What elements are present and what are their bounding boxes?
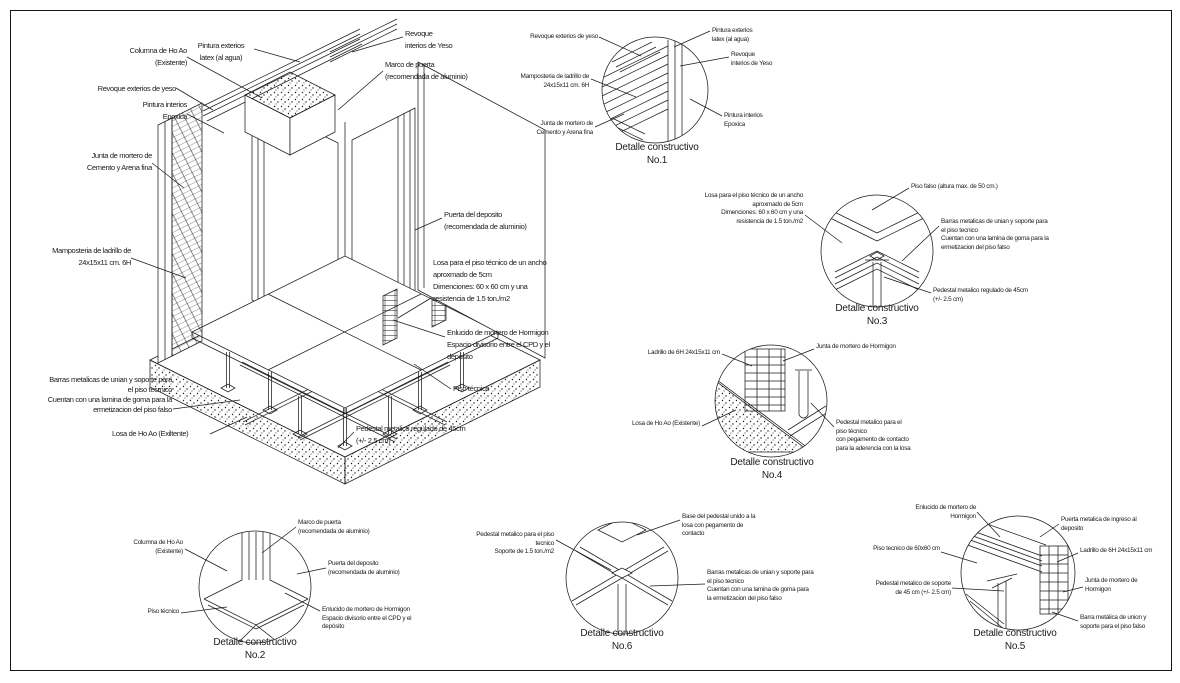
d5-label-puerta: Puerta metalica de ingreso al deposito (1061, 516, 1137, 532)
d2-title: Detalle constructivo No.2 (213, 637, 297, 661)
d5-label-pedestal: Pedestal metalico de soporte de 45 cm (+/- 2.5 cm) (875, 580, 951, 596)
d1-label-revoque: Revoque exterios de yeso (530, 33, 598, 40)
label-marco-puerta: Marco de puerta (recomendada de aluminio) (385, 60, 468, 81)
label-revoque-interior: Revoque interios de Yeso (405, 29, 453, 50)
d2-label-piso: Piso técnico (147, 608, 179, 615)
detail-2-art (204, 532, 308, 641)
d5-label-barra: Barra metálica de union y soporte para el piso falso (1080, 614, 1147, 630)
d1-label-pintura-int: Pintura interios Epoxica (724, 112, 763, 128)
detail-3-art (818, 204, 936, 312)
label-barras-metalicas: Barras metalicas de unian y soporte para el piso tecmico Cuentan con una lamina de goma para la ermetizacion del piso falso (47, 375, 172, 414)
label-pintura-interior: Pintura interios Epoxica (142, 100, 187, 121)
d4-label-ladrillo: Ladrillo de 6H 24x15x11 cm (647, 349, 720, 356)
label-enlucido: Enlucido de mortero de Hormigon Espacio divisorio entre el CPD y el depósito (447, 328, 550, 361)
label-mamposteria: Mamposteria de ladrillo de 24x15x11 cm. 6H (52, 246, 131, 267)
label-pintura-exterior: Pintura exterios latex (al agua) (197, 41, 245, 62)
d1-title: Detalle constructivo No.1 (615, 142, 699, 166)
d6-title: Detalle constructivo No.6 (580, 628, 664, 652)
label-puerta-deposito: Puerta del deposito (recomendada de aluminio) (444, 210, 527, 231)
d1-label-junta: Junta de mortero de Cemento y Arena fina (536, 120, 593, 136)
d4-label-losa: Losa de Ho Ao (Existente) (632, 420, 700, 427)
label-pedestal: Pedestal metalico regulado de 45cm (+/- 2.5 cm) (356, 424, 466, 445)
d4-label-pedestal: Pedestal metalico para el piso técnico con pegamento de contacto para la aderencia con la losa (836, 419, 911, 452)
label-columna: Columna de Ho Ao (Existente) (129, 46, 187, 67)
d2-label-marco: Marco de puerta (recomendada de aluminio) (298, 519, 370, 535)
d2-label-enlucido: Enlucido de mortero de Hormigon Espacio divisorio entre el CPD y el depósito (322, 606, 412, 630)
d4-label-junta: Junta de mortero de Hormigon (816, 343, 896, 350)
label-piso-tecnico: Piso técnico (453, 384, 490, 393)
label-losa-piso-tecnico: Losa para el piso técnico de un ancho aproxmado de 5cm Dimenciones: 60 x 60 cm y una resistencia de 1.5 ton./m2 (433, 258, 547, 303)
d1-label-revoque-int: Revoque interios de Yeso (731, 51, 773, 67)
d3-title: Detalle constructivo No.3 (835, 303, 919, 327)
d6-label-pedestal: Pedestal metalico para el piso tecnico Soporte de 1.5 ton./m2 (476, 531, 554, 555)
detail-2-leaders (181, 527, 326, 613)
d4-title: Detalle constructivo No.4 (730, 457, 814, 481)
d3-label-piso-falso: Piso falso (altura max. de 50 cm.) (911, 183, 998, 190)
detail-4-art (713, 349, 828, 452)
d1-label-mamposteria: Mamposteria de ladrillo de 24x15x11 cm. 6H (520, 73, 589, 89)
d6-label-base: Base del pedestal unido a la losa con pegamento de contacto (682, 513, 756, 537)
d5-label-junta: Junta de mortero de Hormigon (1085, 577, 1138, 593)
d5-label-enlucido: Enlucido de mortero de Hormigon (915, 504, 976, 520)
detail-6-art (572, 503, 672, 633)
d2-label-puerta: Puerta del deposito (recomendada de aluminio) (328, 560, 400, 576)
d3-label-losa: Losa para el piso técnico de un ancho aproxmado de 5cm Dimenciones: 60 x 60 cm y una resistencia de 1.5 ton./m2 (704, 192, 803, 225)
d5-title: Detalle constructivo No.5 (973, 628, 1057, 652)
label-losa-hoao: Losa de Ho Ao (Exiltente) (112, 429, 189, 438)
main-isometric-view (131, 19, 545, 484)
d2-label-columna: Columna de Ho Ao (Existente) (133, 539, 183, 555)
d1-label-pintura-ext: Pintura exterios latex (al agua) (712, 27, 753, 43)
label-junta-mortero: Junta de mortero de Cemento y Arena fina (86, 151, 152, 172)
brick-pillar (383, 289, 397, 345)
detail-3-leaders (805, 188, 939, 293)
d5-label-piso: Piso tecnico de 60x60 cm (873, 545, 940, 552)
label-revoque-exterior: Revoque exterios de yeso (97, 84, 176, 93)
brick-wall (158, 103, 202, 363)
d3-label-barras: Barras metalicas de unian y soporte para el piso tecnico Cuentan con una lamina de goma para la ermetizacion del piso falso (941, 218, 1049, 251)
d5-label-ladrillo: Ladrillo de 6H 24x15x11 cm (1080, 547, 1153, 554)
d3-label-pedestal: Pedestal metalico regulado de 45cm (+/- 2.5 cm) (933, 287, 1028, 303)
d6-label-barras: Barras metalicas de unian y soporte para el piso tecnico Cuentan con una lamina de goma para la ermetizacion del piso falso (707, 569, 814, 602)
